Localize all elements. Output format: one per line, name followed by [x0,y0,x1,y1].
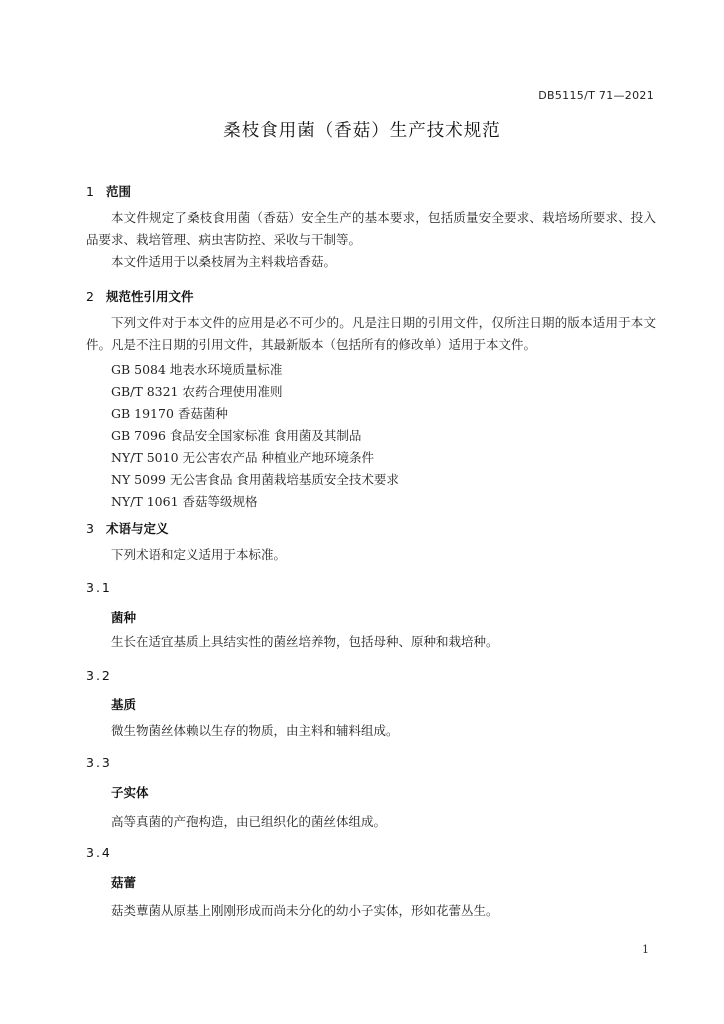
section-1-paragraph-1: 本文件规定了桑枝食用菌（香菇）安全生产的基本要求，包括质量安全要求、栽培场所要求、投入品要求、栽培管理、病虫害防控、采收与干制等。 [86,210,656,247]
term-title: 基质 [111,697,137,712]
document-title: 桑枝食用菌（香菇）生产技术规范 [223,121,501,141]
reference-item: NY/T 1061 香菇等级规格 [111,494,258,509]
term-number: 3.4 [86,845,112,860]
term-number: 3.3 [86,755,112,770]
section-2-intro: 下列文件对于本文件的应用是必不可少的。凡是注日期的引用文件，仅所注日期的版本适用于本文件。凡是不注日期的引用文件，其最新版本（包括所有的修改单）适用于本文件。 [86,315,656,352]
section-1-paragraph-2: 本文件适用于以桑枝屑为主料栽培香菇。 [111,254,337,269]
section-3-heading [86,519,169,537]
section-title: 范围 [106,184,132,199]
term-definition: 高等真菌的产孢构造，由已组织化的菌丝体组成。 [111,814,387,829]
section-1-heading [86,182,131,200]
reference-item: GB 5084 地表水环境质量标准 [111,362,283,377]
section-title: 规范性引用文件 [106,289,194,304]
reference-item: GB 19170 香菇菌种 [111,406,228,421]
term-title: 菇蕾 [111,875,137,890]
term-number: 3.2 [86,668,112,683]
reference-item: NY/T 5010 无公害农产品 种植业产地环境条件 [111,450,374,465]
section-number: 3 [86,521,94,536]
term-title: 菌种 [111,610,137,625]
page-number: 1 [642,943,649,956]
term-number: 3.1 [86,580,112,595]
term-definition: 生长在适宜基质上具结实性的菌丝培养物，包括母种、原种和栽培种。 [111,634,499,649]
reference-item: GB/T 8321 农药合理使用准则 [111,384,283,399]
section-title: 术语与定义 [106,521,169,536]
term-definition: 菇类蕈菌从原基上刚刚形成而尚未分化的幼小子实体，形如花蕾丛生。 [111,903,499,918]
term-definition: 微生物菌丝体赖以生存的物质，由主料和辅料组成。 [111,723,399,738]
document-code: DB5115/T 71—2021 [538,89,654,102]
section-2-heading [86,287,194,305]
reference-item: NY 5099 无公害食品 食用菌栽培基质安全技术要求 [111,472,399,487]
section-number: 1 [86,184,94,199]
section-number: 2 [86,289,94,304]
term-title: 子实体 [111,785,149,800]
reference-item: GB 7096 食品安全国家标准 食用菌及其制品 [111,428,362,443]
section-3-intro: 下列术语和定义适用于本标准。 [111,547,287,562]
